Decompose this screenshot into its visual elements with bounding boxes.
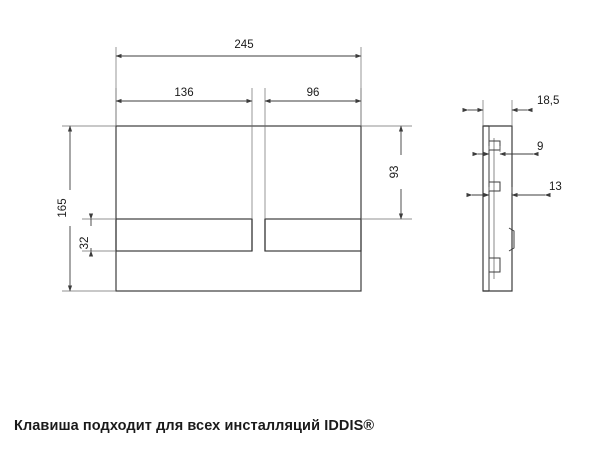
dim-label-depth-a: 9 [537, 141, 544, 153]
dim-depth-b [472, 181, 562, 195]
dim-right-button-width [265, 83, 361, 101]
side-bottom-notch [489, 258, 500, 272]
dim-label-right-button-width: 96 [306, 87, 320, 99]
dim-label-total-depth: 18,5 [537, 95, 560, 107]
dim-label-total-width: 245 [234, 39, 254, 51]
caption-text: Клавиша подходит для всех инсталляций IDDIS® [14, 418, 375, 434]
right-button-slot [265, 219, 361, 251]
dim-label-depth-b: 13 [549, 181, 562, 193]
side-top-notch [489, 141, 500, 150]
dim-label-left-button-width: 136 [174, 87, 194, 99]
dim-label-upper-height: 93 [389, 165, 401, 179]
side-profile-outline [483, 126, 512, 291]
front-view-group [116, 126, 361, 291]
side-mid-notch [489, 182, 500, 191]
side-view-extension-lines [483, 100, 512, 193]
dim-label-slot-height: 32 [79, 236, 91, 250]
dim-left-button-width [116, 83, 252, 101]
side-view-group [483, 126, 514, 291]
dim-total-width [116, 32, 361, 56]
left-button-slot [116, 219, 252, 251]
dim-total-depth [468, 95, 559, 110]
dim-upper-height [389, 126, 405, 219]
front-view-extension-lines [62, 47, 412, 291]
dim-label-total-height: 165 [57, 198, 69, 218]
plate-outline [116, 126, 361, 291]
dim-total-height [57, 126, 73, 291]
dim-slot-height [79, 219, 95, 251]
dim-depth-a [478, 141, 543, 154]
